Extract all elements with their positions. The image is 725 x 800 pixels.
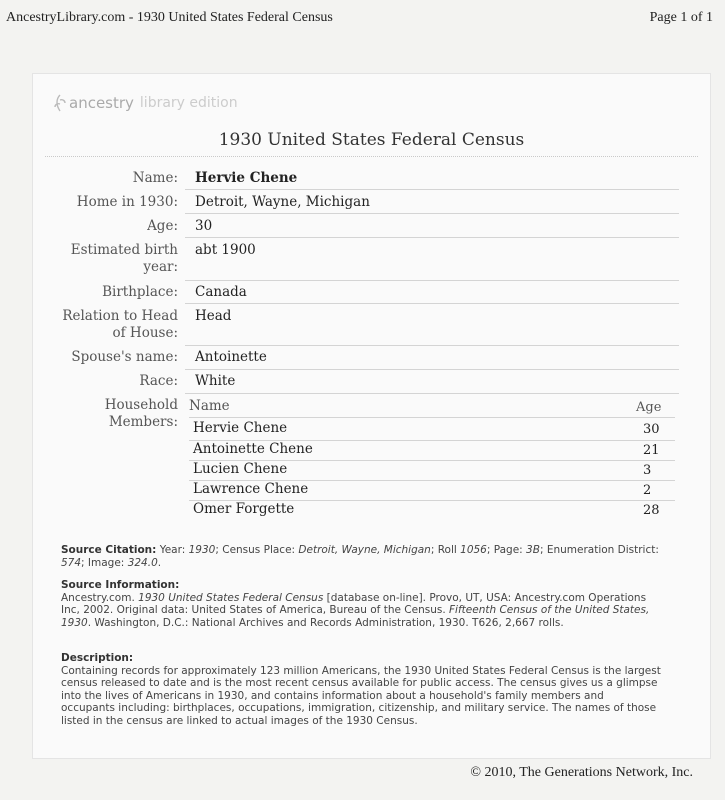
household-member-row <box>193 441 673 461</box>
home-value: Detroit, Wayne, Michigan <box>195 194 370 210</box>
source-text: Ancestry.com. <box>61 591 139 604</box>
household-member-age: 2 <box>643 483 652 498</box>
source-text: [database on-line]. Provo, UT, USA: Ancestry.com Operations Inc, 2002. Original data: United States of America, Bureau of the Census. <box>61 591 647 616</box>
row-divider <box>185 280 679 281</box>
household-member-name[interactable]: Antoinette Chene <box>193 441 313 457</box>
row-divider <box>185 237 679 238</box>
source-citation <box>61 544 661 569</box>
citation-district: 574 <box>61 556 82 569</box>
household-member-name[interactable]: Lucien Chene <box>193 461 288 477</box>
household-member-age: 30 <box>643 422 660 437</box>
citation-page: 3B <box>526 544 540 556</box>
source-original-title: Fifteenth Census of the United States, 1930 <box>61 604 650 629</box>
row-divider <box>185 393 679 394</box>
citation-text: Year: <box>156 544 189 556</box>
page-header-title: AncestryLibrary.com - 1930 United States Federal Census <box>6 10 333 25</box>
row-divider <box>185 213 679 214</box>
leaf-icon <box>53 94 67 112</box>
household-member-row <box>193 420 673 440</box>
relation-value: Head <box>195 308 232 324</box>
name-value: Hervie Chene <box>195 170 298 186</box>
title-divider <box>45 156 698 157</box>
citation-text: ; Census Place: <box>215 544 299 556</box>
citation-place: Detroit, Wayne, Michigan <box>298 544 431 556</box>
birth-year-label <box>71 242 178 276</box>
household-label-line1: Household <box>104 397 178 413</box>
row-divider <box>185 345 679 346</box>
row-divider <box>185 189 679 190</box>
race-value: White <box>195 373 236 389</box>
birth-year-value: abt 1900 <box>195 242 256 258</box>
source-information-heading: Source Information: <box>61 579 180 591</box>
description-heading: Description: <box>61 652 134 664</box>
copyright: © 2010, The Generations Network, Inc. <box>470 765 693 780</box>
record-panel <box>32 73 711 759</box>
description-text: Containing records for approximately 123 million Americans, the 1930 United States Federal Census is the largest census released to date and is the most recent census available for public access. The census gives us a glimpse into the lives of Americans in 1930, and contains information about a household's family members and occupants including: birthplaces, occupations, immigration, citizenship, and military service. The names of those listed in the census are linked to actual images of the 1930 Census. <box>61 664 661 727</box>
household-member-name[interactable]: Hervie Chene <box>193 420 288 436</box>
spouse-label: Spouse's name: <box>71 349 178 365</box>
record-title: 1930 United States Federal Census <box>218 130 525 150</box>
household-member-age: 28 <box>643 503 660 518</box>
household-member-age: 3 <box>643 463 652 478</box>
household-member-age: 21 <box>643 443 660 458</box>
spouse-value: Antoinette <box>195 349 267 365</box>
name-label: Name: <box>132 170 178 186</box>
age-label: Age: <box>147 218 178 234</box>
household-member-row <box>193 461 673 481</box>
household-label-line2: Members: <box>108 414 178 430</box>
row-divider <box>185 303 679 304</box>
citation-text: ; Image: <box>81 556 128 569</box>
logo-edition: library edition <box>139 95 238 111</box>
citation-text: ; Roll <box>430 544 461 556</box>
source-citation-heading: Source Citation: <box>61 544 157 556</box>
household-member-name[interactable]: Omer Forgette <box>193 501 295 517</box>
age-value: 30 <box>195 218 213 234</box>
ancestry-logo <box>53 94 238 112</box>
household-member-row <box>193 481 673 501</box>
birth-year-label-line1: Estimated birth <box>70 242 178 258</box>
household-name-header: Name <box>189 398 230 414</box>
source-text: . Washington, D.C.: National Archives and Records Administration, 1930. T626, 2,667 rolls. <box>87 616 564 629</box>
citation-roll: 1056 <box>460 544 487 556</box>
logo-brand: ancestry <box>69 94 134 112</box>
relation-label-line2: of House: <box>112 325 178 341</box>
citation-year: 1930 <box>188 544 216 556</box>
row-divider <box>185 369 679 370</box>
household-age-header: Age <box>636 400 662 415</box>
household-member-row <box>193 501 673 521</box>
household-member-name[interactable]: Lawrence Chene <box>193 481 309 497</box>
citation-image: 324.0 <box>127 556 158 569</box>
birth-year-label-line2: year: <box>143 259 178 275</box>
citation-text: . <box>157 556 162 569</box>
household-header-divider <box>189 417 675 418</box>
relation-label <box>62 308 178 342</box>
home-label: Home in 1930: <box>76 194 178 210</box>
page-number: Page 1 of 1 <box>649 10 713 25</box>
source-database-title: 1930 United States Federal Census <box>138 591 324 604</box>
description <box>61 652 661 727</box>
relation-label-line1: Relation to Head <box>62 308 178 324</box>
race-label: Race: <box>139 373 178 389</box>
citation-text: ; Enumeration District: <box>539 544 659 556</box>
birthplace-value: Canada <box>195 284 247 300</box>
birthplace-label: Birthplace: <box>102 284 178 300</box>
citation-text: ; Page: <box>486 544 527 556</box>
source-information <box>61 579 661 629</box>
household-label <box>105 397 178 431</box>
